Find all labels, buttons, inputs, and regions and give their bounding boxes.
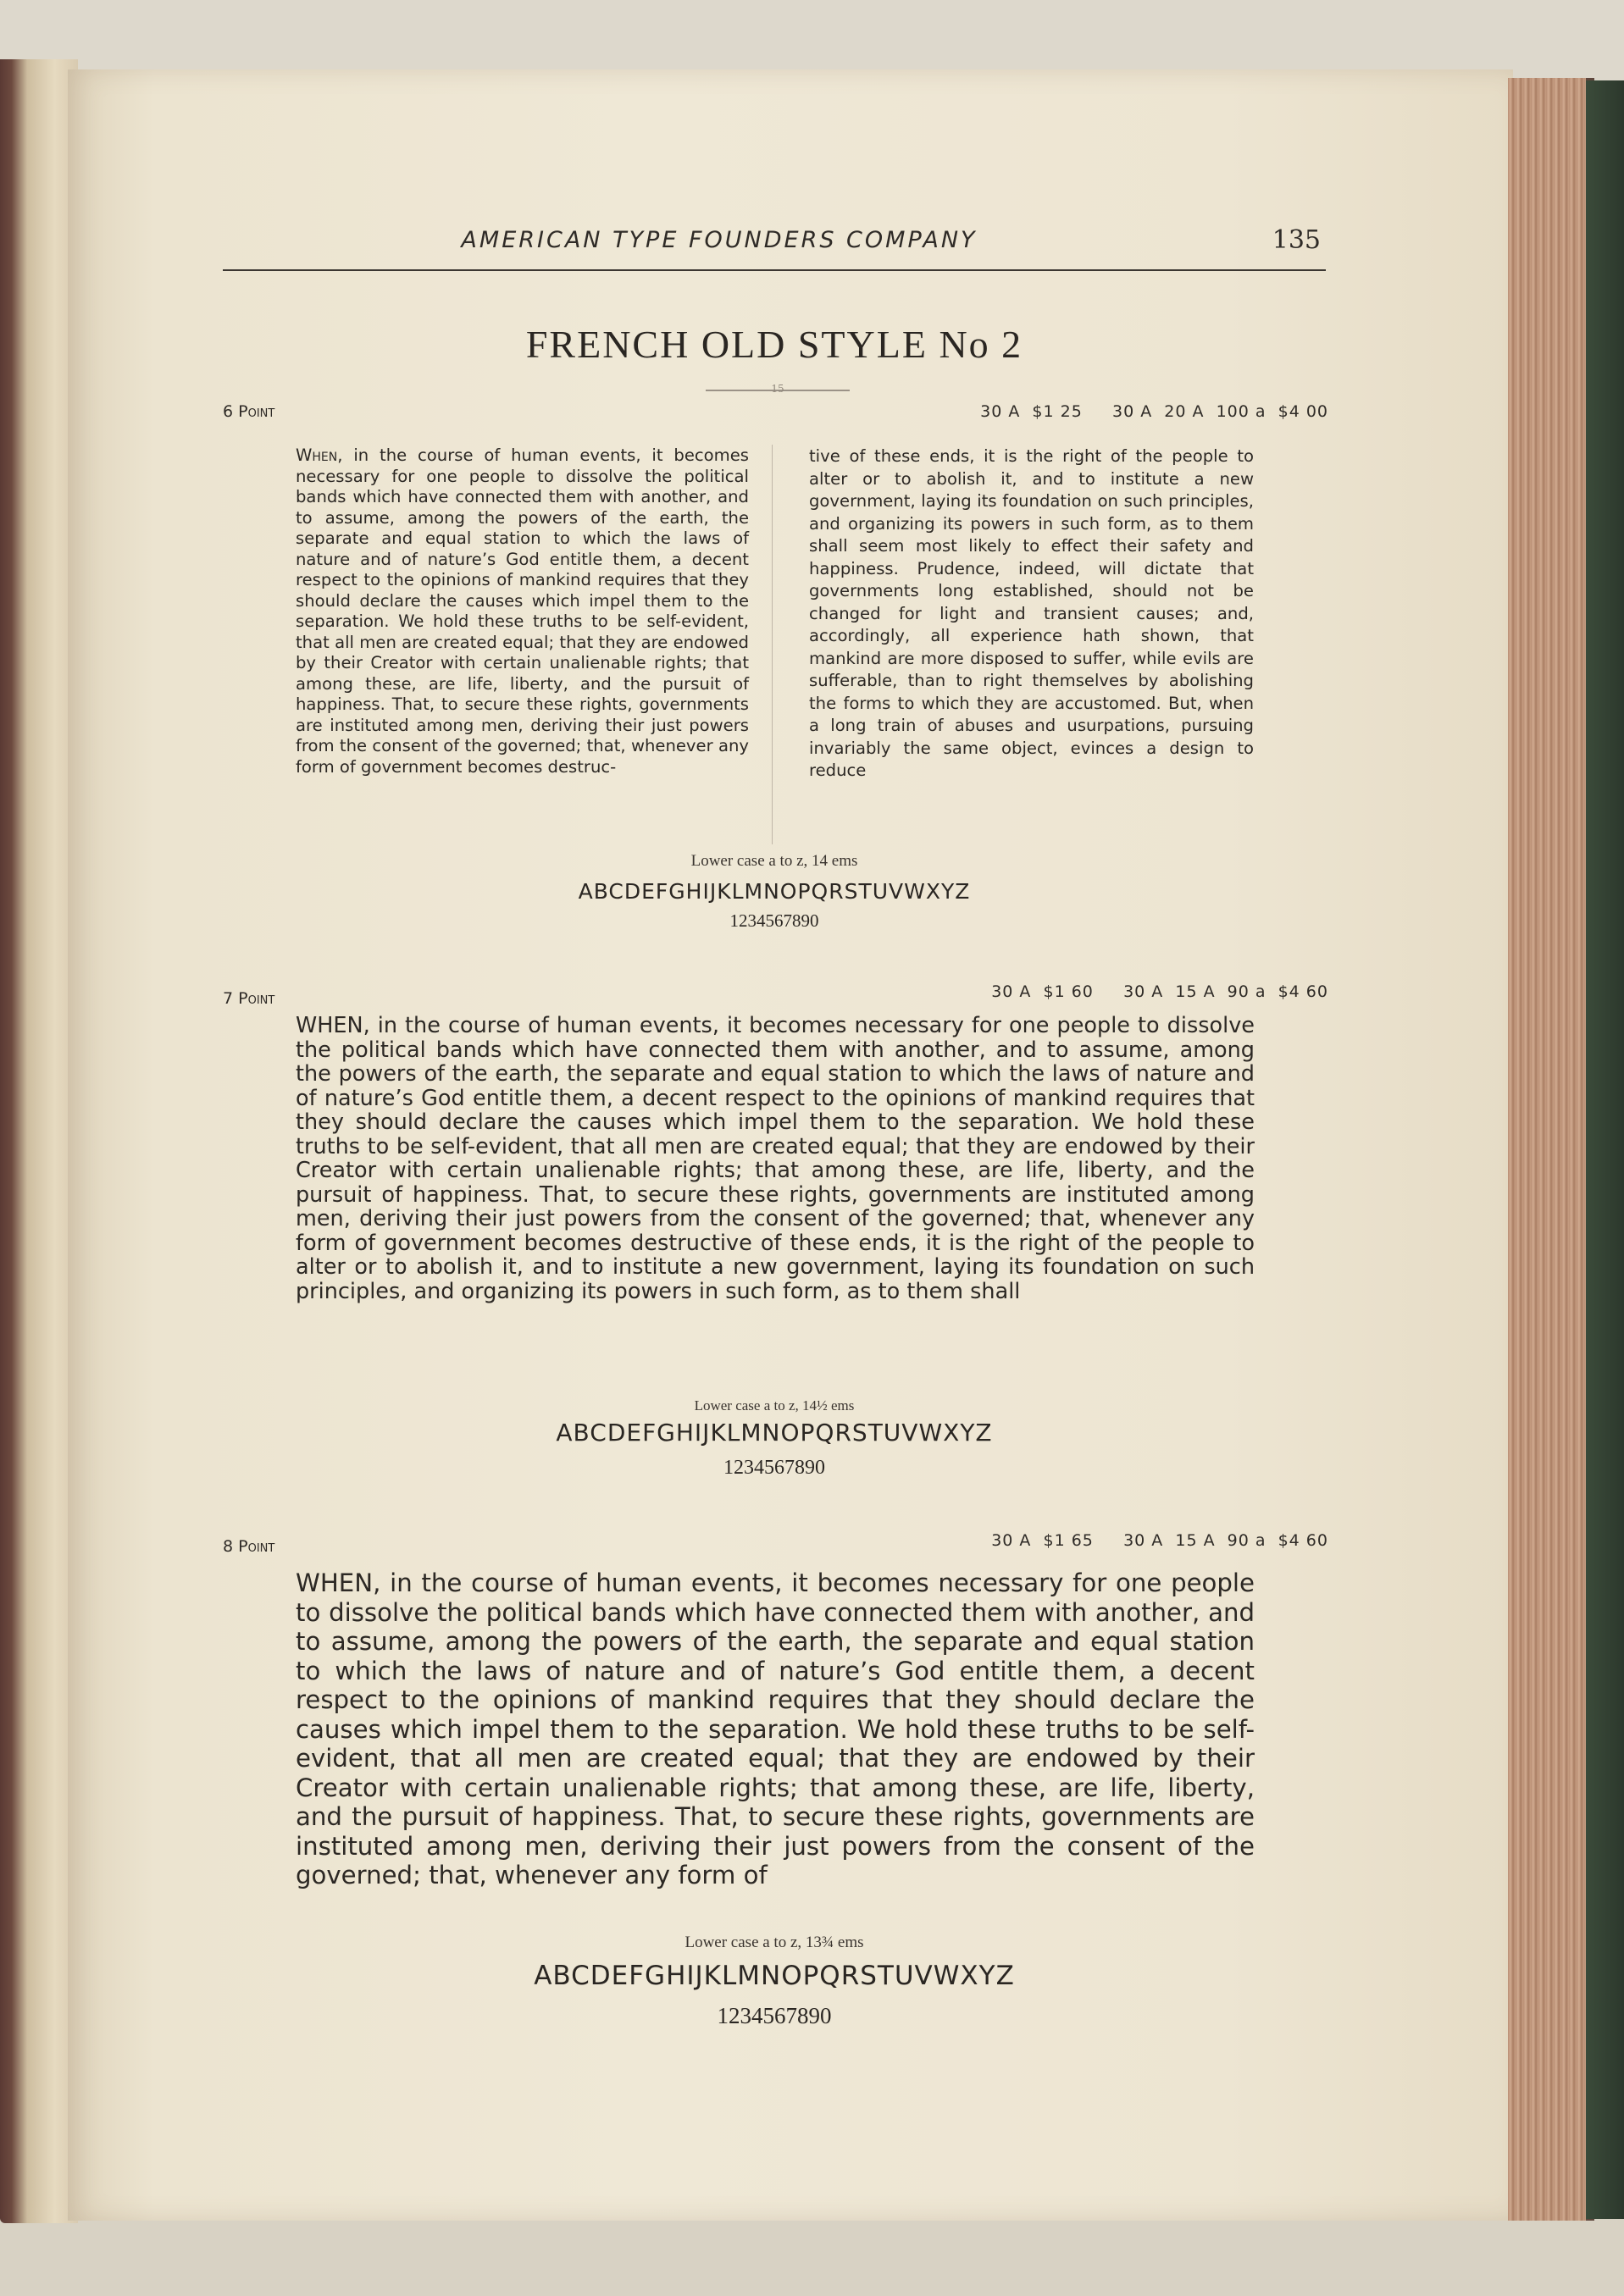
lower-case-note-8-point: Lower case a to z, 13¾ ems (685, 1934, 864, 1951)
body-text-left-6-point: , in the course of human events, it becomes necessary for one people to dissolve the political bands which have connected them with another, and to assume, among the powers of the earth, the separate and equal station to which the laws of nature and of nature’s God entitle them, a decent respect to the opinions of mankind requires that they should declare the causes which impel them to the separation. We hold these truths to be self-evident, that all men are created equal; that they are endowed by their Creator with certain unalienable rights; that among these, are life, liberty, and the pursuit of happiness. That, to secure these rights, governments are instituted among men, deriving their just powers from the consent of the governed; that, whenever any form of government becomes destruc- (296, 445, 749, 777)
book-cover-edge (1586, 80, 1624, 2219)
price-line-8-point: 30 A $1 65 30 A 15 A 90 a $4 60 (991, 1531, 1328, 1550)
price-line-7-point: 30 A $1 60 30 A 15 A 90 a $4 60 (991, 982, 1328, 1001)
body-text-7-point (296, 1014, 1255, 1303)
size-label-6-point: 6 Point (223, 402, 275, 421)
body-column-left-6-point (296, 445, 749, 777)
size-label-8-point: 8 Point (223, 1537, 275, 1556)
size-label-7-point: 7 Point (223, 989, 275, 1008)
running-head (223, 222, 1326, 273)
lower-case-note-6-point: Lower case a to z, 14 ems (690, 852, 858, 870)
figures-7-point: 1234567890 (723, 1457, 825, 1479)
body-text-8-point-content: , in the course of human events, it becomes necessary for one people to dissolve the political bands which have connected them with another, and to assume, among the powers of the earth, the separate and equal station to which the laws of nature and of nature’s God entitle them, a decent respect to the opinions of mankind requires that they should declare the causes which impel them to the separation. We hold these truths to be self-evident, that all men are created equal; that they are endowed by their Creator with certain unalienable rights; that among these, are life, liberty, and the pursuit of happiness. That, to secure these rights, governments are instituted among men, deriving their just powers from the consent of the governed; that, whenever any form of (296, 1568, 1255, 1889)
figures-8-point: 1234567890 (717, 2003, 832, 2028)
body-text-7-point-content: , in the course of human events, it becomes necessary for one people to dissolve the political bands which have connected them with another, and to assume, among the powers of the earth, the separate and equal station to which the laws of nature and of nature’s God entitle them, a decent respect to the opinions of mankind requires that they should declare the causes which impel them to the separation. We hold these truths to be self-evident, that all men are created equal; that they are endowed by their Creator with certain unalienable rights; that among these, are life, liberty, and the pursuit of happiness. That, to secure these rights, governments are instituted among men, deriving their just powers from the consent of the governed; that, whenever any form of government becomes destructive of these ends, it is the right of the people to alter or to abolish it, and to institute a new government, laying its foundation on such principles, and organizing its powers in such form, as to them shall (296, 1013, 1255, 1304)
running-head-rule (223, 269, 1326, 271)
body-lead-8-point: WHEN (296, 1568, 374, 1597)
body-lead-7-point: WHEN (296, 1013, 363, 1038)
page-number: 135 (1272, 225, 1321, 255)
body-lead-6-point: When (296, 445, 338, 465)
running-head-title: AMERICAN TYPE FOUNDERS COMPANY (461, 227, 978, 253)
alphabet-7-point: ABCDEFGHIJKLMNOPQRSTUVWXYZ (556, 1419, 993, 1447)
lower-case-note-7-point: Lower case a to z, 14½ ems (694, 1397, 855, 1414)
body-text-8-point (296, 1568, 1255, 1890)
title-ornament-mark: 15 (771, 383, 784, 395)
alphabet-8-point: ABCDEFGHIJKLMNOPQRSTUVWXYZ (534, 1961, 1015, 1991)
column-divider (772, 445, 773, 844)
figures-6-point: 1234567890 (729, 910, 819, 931)
price-line-6-point: 30 A $1 25 30 A 20 A 100 a $4 00 (980, 402, 1328, 421)
body-column-right-6-point: tive of these ends, it is the right of the people to alter or to abolish it, and to institute a new government, laying its foundation on such principles, and organizing its powers in such form, as to them shall seem most likely to effect their safety and happiness. Prudence, indeed, will dictate that governments long established, should not be changed for light and transient causes; and, accordingly, all experience hath shown, that mankind are more disposed to suffer, while evils are sufferable, than to right themselves by abolishing the forms to which they are accustomed. But, when a long train of abuses and usurpations, pursuing invariably the same object, evinces a design to reduce (809, 446, 1254, 780)
alphabet-6-point: ABCDEFGHIJKLMNOPQRSTUVWXYZ (578, 879, 971, 904)
page-fore-edge (1508, 78, 1594, 2221)
specimen-title: FRENCH OLD STYLE No 2 (525, 323, 1023, 366)
left-page-edge (0, 59, 78, 2223)
